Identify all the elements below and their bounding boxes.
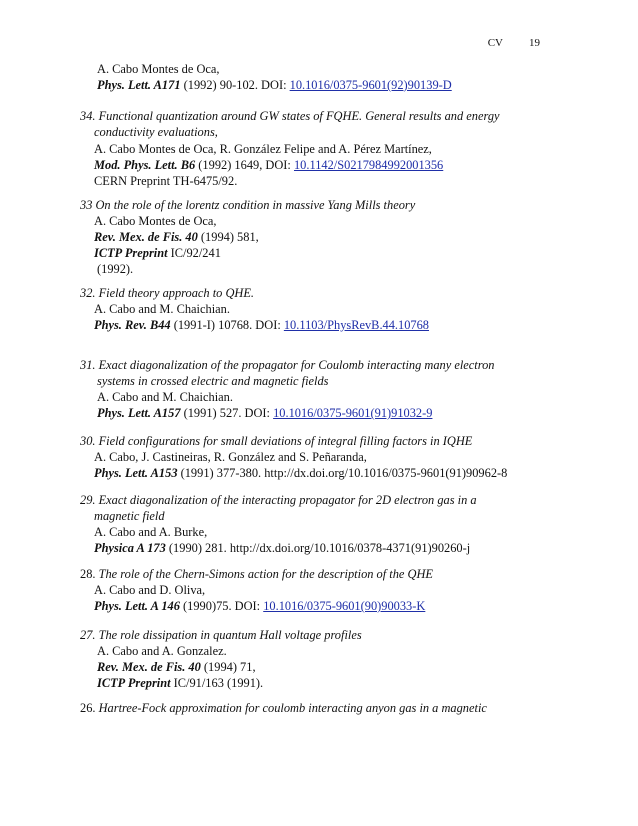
entry-29-journal: Physica A 173	[94, 541, 166, 555]
entry-33-details: (1994) 581,	[197, 230, 259, 244]
entry-34-citation	[94, 157, 443, 173]
entry-28-number: 28.	[80, 567, 96, 581]
entry-28-journal: Phys. Lett. A 146	[94, 599, 180, 613]
entry-33-year: (1992).	[97, 262, 134, 276]
entry-30-citation	[94, 465, 507, 481]
entry-32-authors: A. Cabo and M. Chaichian.	[94, 302, 230, 316]
entry-30-title: 30. Field configurations for small deviations of integral filling factors in IQHE	[80, 434, 473, 448]
entry-30-authors: A. Cabo, J. Castineiras, R. González and S. Peñaranda,	[94, 450, 367, 464]
entry-33-citation	[94, 229, 259, 245]
entry-30-journal: Phys. Lett. A153	[94, 466, 178, 480]
entry-30-details: (1991) 377-380. http://dx.doi.org/10.1016/0375-9601(91)90962-8	[177, 466, 508, 480]
entry-28-details: (1990)75. DOI:	[179, 599, 264, 613]
entry-27-preprint-label: ICTP Preprint	[97, 676, 171, 690]
entry-31-title-2: systems in crossed electric and magnetic fields	[97, 374, 329, 388]
entry-34-title-1: 34. Functional quantization around GW states of FQHE. General results and energy	[80, 109, 500, 123]
entry-34-title-2: conductivity evaluations,	[94, 125, 218, 139]
entry-28-doi-link[interactable]: 10.1016/0375-9601(90)90033-K	[263, 599, 426, 613]
entry-26-title-text: Hartree-Fock approximation for coulomb interacting anyon gas in a magnetic	[95, 701, 487, 715]
top-details: (1992) 90-102. DOI:	[183, 78, 290, 92]
entry-33-journal: Rev. Mex. de Fis. 40	[94, 230, 198, 244]
entry-33-preprint-label: ICTP Preprint	[94, 246, 168, 260]
entry-32-journal: Phys. Rev. B44	[94, 318, 171, 332]
entry-29-details: (1990) 281. http://dx.doi.org/10.1016/0378-4371(91)90260-j	[165, 541, 471, 555]
entry-28-citation	[94, 598, 425, 614]
entry-31-details: (1991) 527. DOI:	[180, 406, 274, 420]
page-header	[488, 37, 540, 49]
entry-33-authors: A. Cabo Montes de Oca,	[94, 214, 217, 228]
entry-28-title	[80, 566, 433, 582]
entry-28-title-text: The role of the Chern-Simons action for the description of the QHE	[95, 567, 433, 581]
top-doi-link[interactable]: 10.1016/0375-9601(92)90139-D	[289, 78, 452, 92]
entry-31-journal: Phys. Lett. A157	[97, 406, 181, 420]
entry-26-number: 26.	[80, 701, 96, 715]
page-number: 19	[529, 37, 540, 49]
entry-34-details: (1992) 1649, DOI:	[195, 158, 294, 172]
entry-27-title: 27. The role dissipation in quantum Hall voltage profiles	[80, 628, 362, 642]
entry-34-authors: A. Cabo Montes de Oca, R. González Felipe and A. Pérez Martínez,	[94, 142, 432, 156]
top-citation	[97, 77, 452, 93]
entry-32-title: 32. Field theory approach to QHE.	[80, 286, 255, 300]
entry-32-citation	[94, 317, 429, 333]
entry-31-authors: A. Cabo and M. Chaichian.	[97, 390, 233, 404]
entry-34-doi-link[interactable]: 10.1142/S0217984992001356	[293, 158, 444, 172]
entry-27-details: (1994) 71,	[200, 660, 256, 674]
entry-33-title: 33 On the role of the lorentz condition in massive Yang Mills theory	[80, 198, 416, 212]
entry-27-authors: A. Cabo and A. Gonzalez.	[97, 644, 227, 658]
entry-29-title-1: 29. Exact diagonalization of the interacting propagator for 2D electron gas in a	[80, 493, 477, 507]
header-section: CV	[487, 37, 503, 49]
entry-33-preprint-id: IC/92/241	[167, 246, 221, 260]
entry-32-details: (1991-I) 10768. DOI:	[170, 318, 284, 332]
entry-29-authors: A. Cabo and A. Burke,	[94, 525, 208, 539]
top-journal: Phys. Lett. A171	[97, 78, 181, 92]
entry-27-journal: Rev. Mex. de Fis. 40	[97, 660, 201, 674]
entry-27-preprint	[97, 675, 263, 691]
entry-34-preprint: CERN Preprint TH-6475/92.	[94, 174, 238, 188]
entry-27-citation	[97, 659, 256, 675]
entry-28-authors: A. Cabo and D. Oliva,	[94, 583, 206, 597]
entry-29-citation	[94, 540, 470, 556]
entry-31-citation	[97, 405, 432, 421]
entry-27-preprint-id: IC/91/163 (1991).	[170, 676, 264, 690]
entry-31-title-1: 31. Exact diagonalization of the propagator for Coulomb interacting many electron	[80, 358, 495, 372]
entry-31-doi-link[interactable]: 10.1016/0375-9601(91)91032-9	[273, 406, 433, 420]
entry-32-doi-link[interactable]: 10.1103/PhysRevB.44.10768	[283, 318, 430, 332]
entry-26-title	[80, 700, 487, 716]
entry-29-title-2: magnetic field	[94, 509, 165, 523]
entry-33-preprint	[94, 245, 221, 261]
entry-34-journal: Mod. Phys. Lett. B6	[94, 158, 196, 172]
top-authors: A. Cabo Montes de Oca,	[97, 62, 220, 76]
